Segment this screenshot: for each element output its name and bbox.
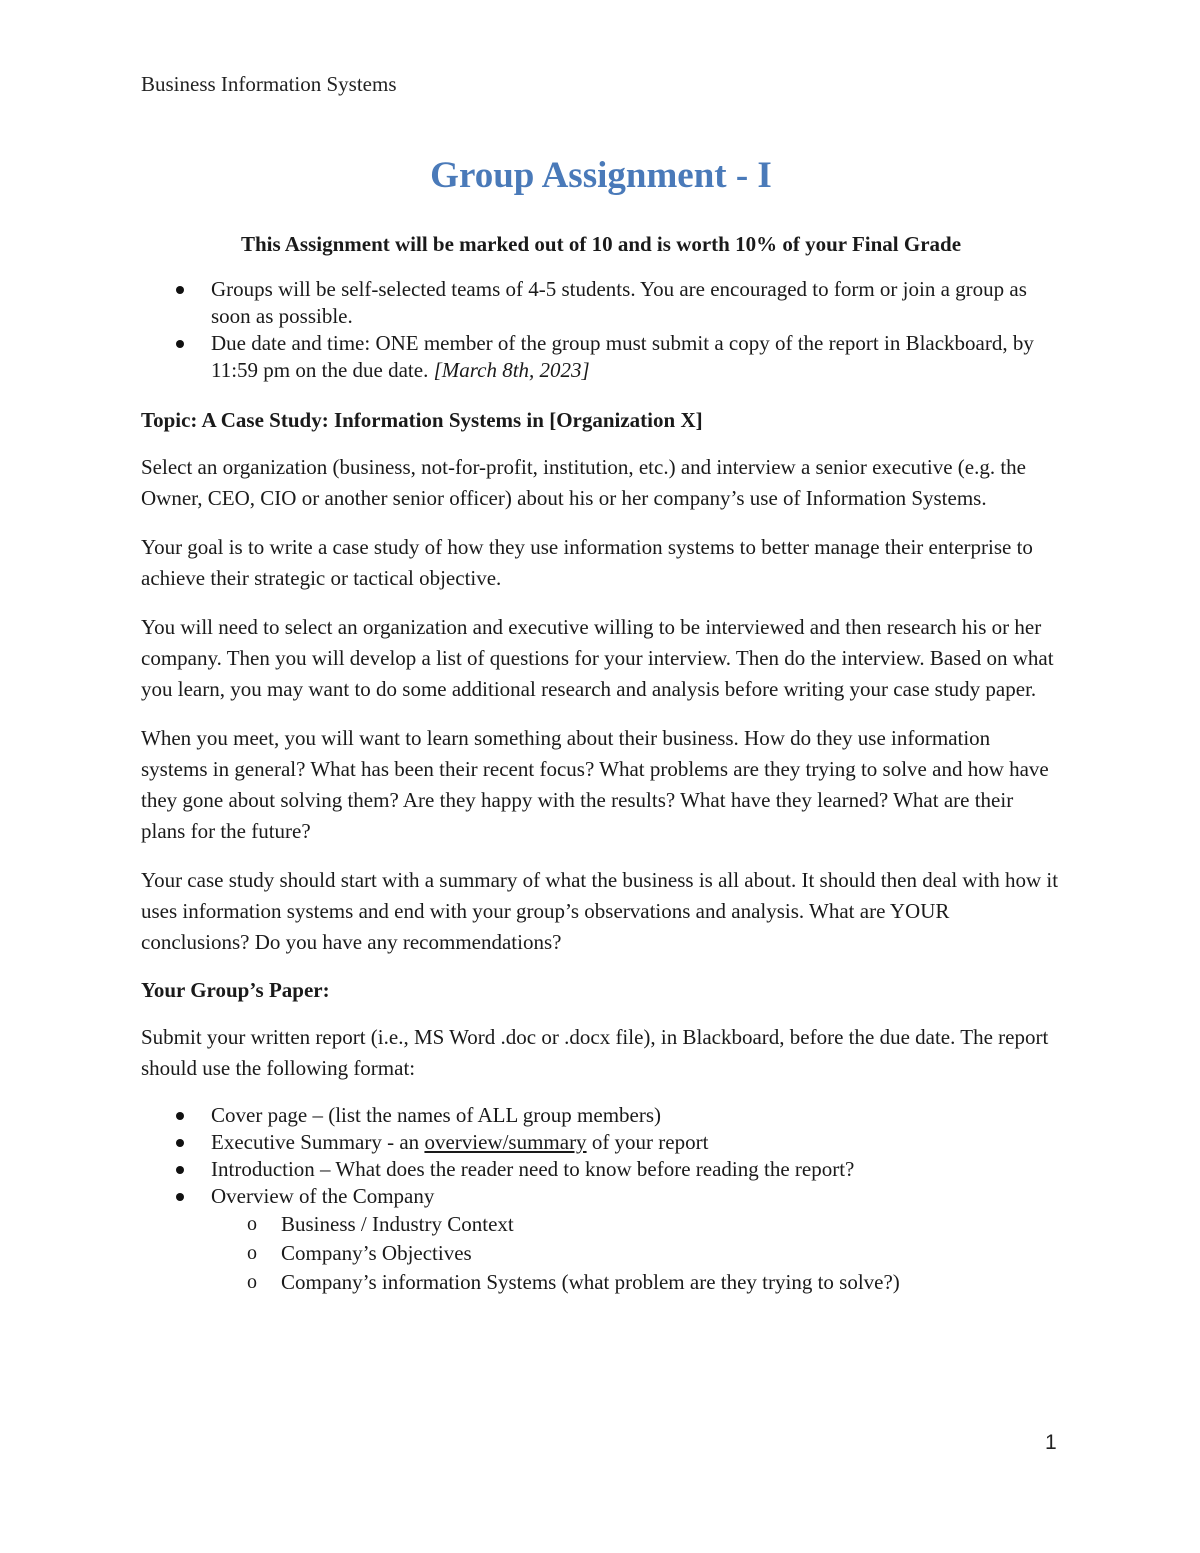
bullet-text: Overview of the Company <box>211 1184 435 1208</box>
sub-list <box>211 1210 1061 1297</box>
list-item <box>211 276 1061 330</box>
page-header: Business Information Systems <box>141 72 397 96</box>
list-item <box>211 1183 1061 1297</box>
intro-bullet-list <box>141 276 1061 384</box>
bullet-text: Groups will be self-selected teams of 4-5 students. You are encouraged to form or join a group as soon as possible. <box>211 277 1027 328</box>
paragraph: You will need to select an organization and executive willing to be interviewed and then research his or her company. Then you will develop a list of questions for your interview. Then do the interview. Based on what you learn, you may want to do some additional research and analysis before writing your case study paper. <box>141 615 1054 701</box>
document-body <box>141 152 1061 1319</box>
topic-heading: Topic: A Case Study: Information Systems in [Organization X] <box>141 408 703 432</box>
paper-heading: Your Group’s Paper: <box>141 978 330 1002</box>
bullet-text: Cover page – (list the names of ALL group members) <box>211 1103 662 1127</box>
bullet-text: Introduction – What does the reader need to know before reading the report? <box>211 1157 855 1181</box>
sub-list-item: o Company’s Objectives <box>281 1239 1061 1268</box>
sub-list-item: o Business / Industry Context <box>281 1210 1061 1239</box>
due-date: [March 8th, 2023] <box>433 358 590 382</box>
list-item <box>211 330 1061 384</box>
document-title: Group Assignment - I <box>430 155 772 196</box>
paragraph: Select an organization (business, not-for-profit, institution, etc.) and interview a senior executive (e.g. the Owner, CEO, CIO or another senior officer) about his or her company’s use of Information Systems. <box>141 455 1027 510</box>
bullet-text-suffix: of your report <box>586 1130 709 1154</box>
list-item <box>211 1102 1061 1129</box>
format-bullet-list <box>141 1102 1061 1297</box>
paragraph: Submit your written report (i.e., MS Word .doc or .docx file), in Blackboard, before the due date. The report should use the following format: <box>141 1025 1049 1080</box>
paragraph: Your goal is to write a case study of how they use information systems to better manage their enterprise to achieve their strategic or tactical objective. <box>141 535 1033 590</box>
sub-list-item: o Company’s information Systems (what problem are they trying to solve?) <box>281 1268 1061 1297</box>
list-item <box>211 1156 1061 1183</box>
list-item <box>211 1129 1061 1156</box>
underlined-text: overview/summary <box>424 1130 587 1154</box>
paragraph: Your case study should start with a summary of what the business is all about. It should then deal with how it uses information systems and end with your group’s observations and analysis. What are YOUR conclusions? Do you have any recommendations? <box>141 868 1059 954</box>
paragraph: When you meet, you will want to learn something about their business. How do they use information systems in general? What has been their recent focus? What problems are they trying to solve and how have they gone about solving them? Are they happy with the results? What have they learned? What are their plans for the future? <box>141 726 1049 843</box>
page-number: 1 <box>1045 1431 1057 1454</box>
bullet-text: Due date and time: ONE member of the group must submit a copy of the report in Blackboard, by 11:59 pm on the due date. <box>211 331 1034 382</box>
grading-note: This Assignment will be marked out of 10 and is worth 10% of your Final Grade <box>240 232 962 256</box>
bullet-text-prefix: Executive Summary - an <box>211 1130 425 1154</box>
